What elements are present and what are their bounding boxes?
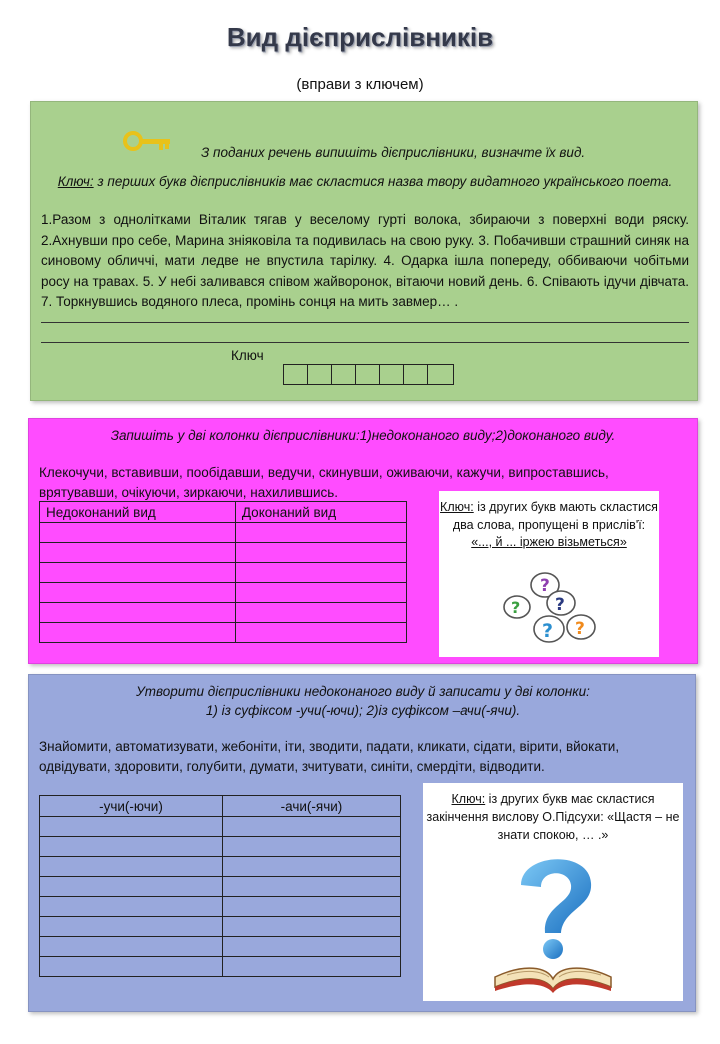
- exercise-3-task: [29, 682, 697, 720]
- table-row: [40, 817, 401, 837]
- table-cell[interactable]: [40, 817, 223, 837]
- table-cell[interactable]: [222, 937, 400, 957]
- key-label: Ключ:: [57, 174, 94, 189]
- table-cell[interactable]: [40, 937, 223, 957]
- table-cell[interactable]: [40, 623, 236, 643]
- table-row: [40, 623, 407, 643]
- exercise-2-words: Клекочучи, вставивши, пообідавши, ведучи, скинувши, оживаючи, кажучи, випроставшись, врятувавши, очікуючи, зиркаючи, нахилившись.: [39, 465, 609, 500]
- table-cell[interactable]: [40, 563, 236, 583]
- svg-text:?: ?: [542, 620, 554, 642]
- table-row: [40, 957, 401, 977]
- table-row: [40, 563, 407, 583]
- exercise-2-key-card: [439, 491, 659, 657]
- column-header: Доконаний вид: [235, 502, 406, 523]
- svg-text:?: ?: [575, 619, 585, 639]
- key-card-text: [439, 499, 659, 552]
- table-cell[interactable]: [235, 563, 406, 583]
- table-cell[interactable]: [222, 857, 400, 877]
- exercise-1-task: З поданих речень випишіть дієприслівники, визначте їх вид.: [201, 145, 586, 160]
- exercise-1-panel: [30, 101, 698, 401]
- table-row: [40, 917, 401, 937]
- page-subtitle: (вправи з ключем): [296, 76, 424, 93]
- svg-text:?: ?: [540, 576, 550, 596]
- exercise-3-words: Знайомити, автоматизувати, жебоніти, іти, зводити, падати, кликати, сідати, вірити, вйокати, одвідувати, здоровити, голубити, думати, зчитувати, синіти, смердіти, відводити.: [39, 739, 620, 774]
- exercise-3-table: [39, 795, 401, 977]
- svg-text:?: ?: [555, 595, 565, 615]
- table-row: [40, 603, 407, 623]
- answer-box[interactable]: [332, 365, 356, 384]
- table-cell[interactable]: [40, 897, 223, 917]
- exercise-3-panel: [28, 674, 696, 1012]
- key-card-text: [423, 790, 683, 844]
- key-text: із других букв мають скластися два слова, пропущені в прислів'ї:: [452, 500, 658, 532]
- table-cell[interactable]: [222, 877, 400, 897]
- table-row: [40, 837, 401, 857]
- table-cell[interactable]: [235, 623, 406, 643]
- answer-box[interactable]: [308, 365, 332, 384]
- answer-boxes[interactable]: [283, 364, 454, 385]
- key-text: із других букв має скластися закінчення вислову О.Підсухи: «Щастя – не знати спокою, … .»: [426, 792, 680, 842]
- table-cell[interactable]: [40, 583, 236, 603]
- table-cell[interactable]: [40, 857, 223, 877]
- table-cell[interactable]: [222, 837, 400, 857]
- exercise-1-sentences: 1.Разом з однолітками Віталик тягав у веселому гурті волока, збираючи з поверхні води ряску. 2.Ахнувши про себе, Марина зніяковіла та подивилась на свою руку. 3. Побачивши страшний синяк на синовому обличчі, мати ледве не впустила тарілку. 4. Одарка ішла попереду, оббиваючи чобітьми росу на травах. 5. У небі заливався співом жайворонок, вітаючи новий день. 6. Співають ідучи дівчата. 7. Торкнувшись водяного плеса, промінь сонця на мить завмер… .: [41, 212, 689, 309]
- table-row: [40, 897, 401, 917]
- table-cell[interactable]: [40, 543, 236, 563]
- column-header: -учи(-ючи): [40, 796, 223, 817]
- table-cell[interactable]: [40, 523, 236, 543]
- exercise-2-table: [39, 501, 407, 643]
- answer-line-1[interactable]: [41, 322, 689, 323]
- page-title: Вид дієприслівників: [226, 22, 494, 52]
- table-cell[interactable]: [235, 523, 406, 543]
- table-row: [40, 583, 407, 603]
- table-cell[interactable]: [40, 837, 223, 857]
- question-book-icon: [485, 845, 621, 995]
- exercise-3-key-card: [423, 783, 683, 1001]
- answer-box[interactable]: [404, 365, 428, 384]
- answer-box[interactable]: [356, 365, 380, 384]
- table-row: [40, 877, 401, 897]
- column-header: -ачи(-ячи): [222, 796, 400, 817]
- speech-bubbles-icon: [497, 569, 601, 649]
- table-cell[interactable]: [40, 917, 223, 937]
- answer-box[interactable]: [380, 365, 404, 384]
- proverb-text: «..., й ... іржею візьметься»: [471, 535, 627, 549]
- table-cell[interactable]: [222, 817, 400, 837]
- key-label: Ключ:: [451, 792, 486, 806]
- column-header: Недоконаний вид: [40, 502, 236, 523]
- table-cell[interactable]: [40, 603, 236, 623]
- answer-box[interactable]: [284, 365, 308, 384]
- table-cell[interactable]: [235, 543, 406, 563]
- exercise-2-panel: [28, 418, 698, 664]
- exercise-1-key: [51, 173, 679, 191]
- table-cell[interactable]: [222, 917, 400, 937]
- table-row: [40, 857, 401, 877]
- exercise-2-task: Запишіть у дві колонки дієприслівники:1)недоконаного виду;2)доконаного виду.: [110, 428, 616, 443]
- answer-line-2[interactable]: [41, 342, 689, 343]
- table-cell[interactable]: [40, 877, 223, 897]
- table-cell[interactable]: [40, 957, 223, 977]
- table-row: [40, 523, 407, 543]
- svg-text:?: ?: [511, 598, 521, 617]
- key-icon: [123, 129, 173, 155]
- table-row: [40, 937, 401, 957]
- answer-key-label: Ключ: [231, 348, 264, 363]
- table-cell[interactable]: [222, 957, 400, 977]
- task-line-1: Утворити дієприслівники недоконаного виду й записати у дві колонки:: [136, 684, 590, 699]
- table-row: [40, 543, 407, 563]
- table-cell[interactable]: [222, 897, 400, 917]
- task-line-2: 1) із суфіксом -учи(-ючи); 2)із суфіксом –ачи(-ячи).: [205, 703, 521, 718]
- table-cell[interactable]: [235, 583, 406, 603]
- answer-box[interactable]: [428, 365, 453, 384]
- key-text: з перших букв дієприслівників має скластися назва твору видатного українського поета.: [93, 174, 673, 189]
- table-cell[interactable]: [235, 603, 406, 623]
- key-label: Ключ:: [440, 500, 474, 514]
